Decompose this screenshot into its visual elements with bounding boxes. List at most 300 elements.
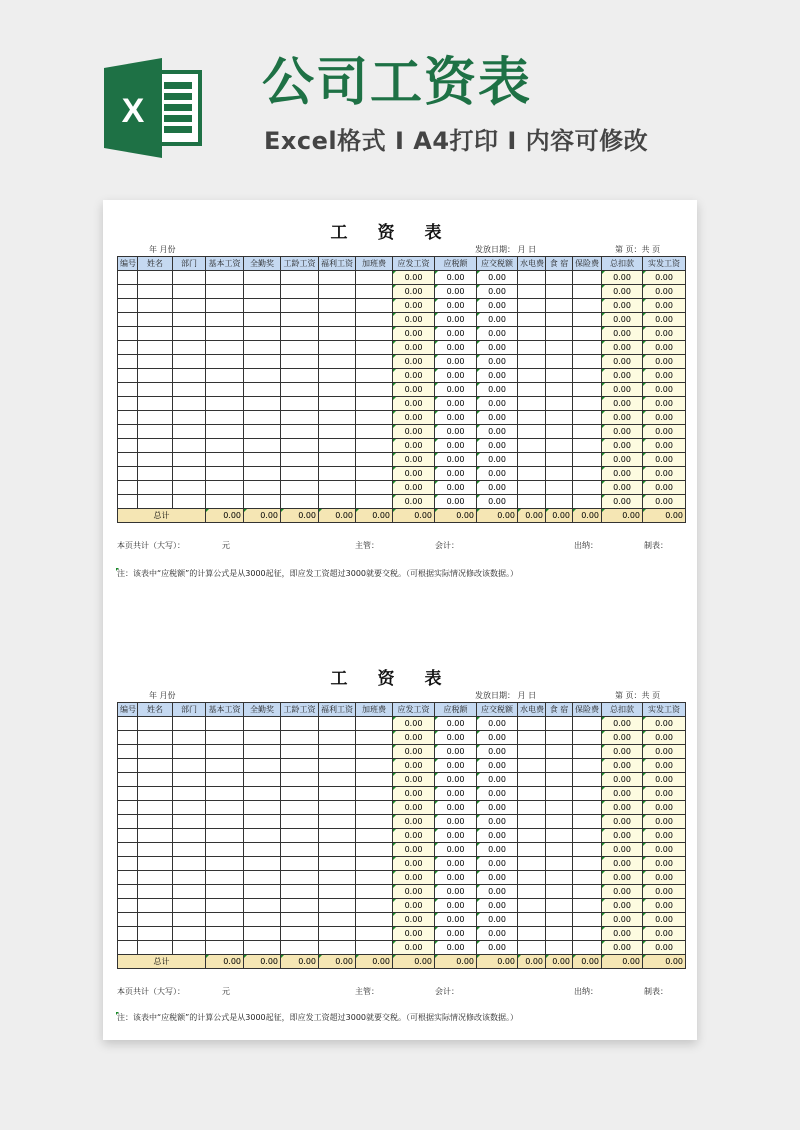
table-cell[interactable] — [356, 481, 393, 495]
table-cell[interactable] — [206, 857, 244, 871]
table-cell[interactable] — [138, 787, 173, 801]
table-cell[interactable]: 0.00 — [643, 299, 686, 313]
table-cell[interactable] — [138, 815, 173, 829]
table-cell[interactable] — [173, 759, 206, 773]
table-cell[interactable]: 0.00 — [643, 439, 686, 453]
table-cell[interactable] — [546, 397, 573, 411]
table-cell[interactable] — [573, 927, 602, 941]
table-cell[interactable] — [573, 467, 602, 481]
table-cell[interactable] — [138, 341, 173, 355]
table-cell[interactable] — [546, 829, 573, 843]
table-cell[interactable] — [118, 829, 138, 843]
table-cell[interactable] — [546, 271, 573, 285]
table-cell[interactable]: 0.00 — [643, 857, 686, 871]
column-header[interactable]: 基本工资 — [206, 257, 244, 271]
table-cell[interactable] — [206, 843, 244, 857]
table-cell[interactable] — [206, 773, 244, 787]
table-cell[interactable] — [518, 369, 546, 383]
table-cell[interactable] — [173, 355, 206, 369]
table-cell[interactable] — [518, 843, 546, 857]
table-cell[interactable] — [356, 885, 393, 899]
table-cell[interactable] — [206, 759, 244, 773]
table-cell[interactable]: 0.00 — [643, 731, 686, 745]
table-cell[interactable] — [356, 843, 393, 857]
table-cell[interactable] — [546, 759, 573, 773]
table-cell[interactable] — [546, 913, 573, 927]
total-cell[interactable]: 0.00 — [281, 955, 319, 969]
table-cell[interactable] — [138, 941, 173, 955]
table-cell[interactable] — [244, 717, 281, 731]
table-cell[interactable] — [281, 383, 319, 397]
table-cell[interactable] — [546, 299, 573, 313]
table-cell[interactable]: 0.00 — [643, 941, 686, 955]
column-header[interactable]: 水电费 — [518, 257, 546, 271]
table-cell[interactable]: 0.00 — [435, 369, 477, 383]
table-cell[interactable] — [518, 271, 546, 285]
table-cell[interactable]: 0.00 — [435, 843, 477, 857]
table-cell[interactable] — [281, 285, 319, 299]
table-cell[interactable] — [206, 299, 244, 313]
total-cell[interactable]: 0.00 — [573, 509, 602, 523]
table-cell[interactable]: 0.00 — [602, 773, 643, 787]
table-cell[interactable] — [138, 397, 173, 411]
table-cell[interactable] — [319, 801, 356, 815]
table-cell[interactable]: 0.00 — [435, 299, 477, 313]
table-cell[interactable] — [518, 411, 546, 425]
table-cell[interactable] — [206, 913, 244, 927]
table-cell[interactable]: 0.00 — [435, 871, 477, 885]
table-cell[interactable]: 0.00 — [602, 495, 643, 509]
table-cell[interactable] — [244, 885, 281, 899]
table-cell[interactable] — [356, 439, 393, 453]
table-cell[interactable] — [244, 285, 281, 299]
table-cell[interactable] — [173, 913, 206, 927]
table-cell[interactable] — [546, 801, 573, 815]
table-cell[interactable] — [356, 787, 393, 801]
table-cell[interactable] — [173, 745, 206, 759]
table-cell[interactable]: 0.00 — [393, 453, 435, 467]
column-header[interactable]: 工龄工资 — [281, 257, 319, 271]
table-cell[interactable]: 0.00 — [477, 745, 518, 759]
table-cell[interactable]: 0.00 — [477, 369, 518, 383]
table-cell[interactable] — [319, 411, 356, 425]
column-header[interactable]: 全勤奖 — [244, 703, 281, 717]
total-cell[interactable]: 0.00 — [319, 509, 356, 523]
table-cell[interactable] — [138, 467, 173, 481]
table-cell[interactable]: 0.00 — [602, 745, 643, 759]
table-cell[interactable] — [206, 327, 244, 341]
table-cell[interactable] — [206, 871, 244, 885]
column-header[interactable]: 应交税额 — [477, 703, 518, 717]
table-cell[interactable]: 0.00 — [643, 369, 686, 383]
table-cell[interactable] — [118, 773, 138, 787]
table-cell[interactable]: 0.00 — [477, 313, 518, 327]
column-header[interactable]: 部门 — [173, 257, 206, 271]
table-cell[interactable] — [118, 843, 138, 857]
table-cell[interactable]: 0.00 — [477, 327, 518, 341]
table-cell[interactable] — [356, 801, 393, 815]
table-cell[interactable]: 0.00 — [602, 411, 643, 425]
table-cell[interactable] — [281, 425, 319, 439]
total-cell[interactable]: 0.00 — [477, 509, 518, 523]
table-cell[interactable] — [319, 299, 356, 313]
table-cell[interactable]: 0.00 — [435, 271, 477, 285]
table-cell[interactable] — [518, 397, 546, 411]
table-cell[interactable] — [319, 313, 356, 327]
table-cell[interactable] — [546, 439, 573, 453]
table-cell[interactable] — [138, 717, 173, 731]
table-cell[interactable] — [573, 913, 602, 927]
table-cell[interactable] — [573, 313, 602, 327]
table-cell[interactable] — [573, 829, 602, 843]
table-cell[interactable] — [173, 327, 206, 341]
table-cell[interactable] — [356, 425, 393, 439]
table-cell[interactable]: 0.00 — [643, 481, 686, 495]
table-cell[interactable] — [173, 285, 206, 299]
column-header[interactable]: 编号 — [118, 703, 138, 717]
table-cell[interactable] — [173, 927, 206, 941]
table-cell[interactable]: 0.00 — [477, 383, 518, 397]
table-cell[interactable]: 0.00 — [477, 815, 518, 829]
table-cell[interactable] — [573, 285, 602, 299]
table-cell[interactable]: 0.00 — [393, 481, 435, 495]
table-cell[interactable]: 0.00 — [602, 885, 643, 899]
table-cell[interactable] — [319, 759, 356, 773]
table-cell[interactable] — [244, 481, 281, 495]
table-cell[interactable] — [118, 341, 138, 355]
table-cell[interactable] — [244, 857, 281, 871]
table-cell[interactable]: 0.00 — [393, 425, 435, 439]
table-cell[interactable] — [118, 467, 138, 481]
table-cell[interactable] — [118, 397, 138, 411]
table-cell[interactable] — [319, 913, 356, 927]
table-cell[interactable] — [319, 787, 356, 801]
table-cell[interactable] — [206, 467, 244, 481]
table-cell[interactable]: 0.00 — [477, 927, 518, 941]
table-cell[interactable] — [356, 495, 393, 509]
column-header[interactable]: 总扣款 — [602, 257, 643, 271]
table-cell[interactable] — [138, 759, 173, 773]
table-cell[interactable] — [518, 815, 546, 829]
table-cell[interactable] — [356, 397, 393, 411]
table-cell[interactable] — [356, 313, 393, 327]
table-cell[interactable] — [281, 341, 319, 355]
table-cell[interactable] — [206, 815, 244, 829]
table-cell[interactable] — [138, 271, 173, 285]
table-cell[interactable] — [356, 913, 393, 927]
table-cell[interactable] — [356, 383, 393, 397]
table-cell[interactable]: 0.00 — [393, 815, 435, 829]
table-cell[interactable]: 0.00 — [602, 871, 643, 885]
column-header[interactable]: 保险费 — [573, 257, 602, 271]
table-cell[interactable] — [518, 941, 546, 955]
table-cell[interactable] — [319, 773, 356, 787]
table-cell[interactable] — [573, 299, 602, 313]
column-header[interactable]: 食 宿 — [546, 703, 573, 717]
table-cell[interactable] — [244, 439, 281, 453]
table-cell[interactable] — [281, 815, 319, 829]
table-cell[interactable] — [573, 801, 602, 815]
table-cell[interactable] — [573, 941, 602, 955]
table-cell[interactable] — [319, 439, 356, 453]
table-cell[interactable] — [173, 857, 206, 871]
table-cell[interactable] — [173, 313, 206, 327]
table-cell[interactable] — [244, 397, 281, 411]
table-cell[interactable] — [546, 313, 573, 327]
table-cell[interactable] — [206, 801, 244, 815]
table-cell[interactable] — [518, 313, 546, 327]
table-cell[interactable]: 0.00 — [477, 857, 518, 871]
total-cell[interactable]: 0.00 — [244, 509, 281, 523]
table-cell[interactable] — [206, 313, 244, 327]
table-cell[interactable]: 0.00 — [435, 383, 477, 397]
table-cell[interactable] — [356, 941, 393, 955]
table-cell[interactable] — [138, 313, 173, 327]
table-cell[interactable] — [319, 857, 356, 871]
table-cell[interactable] — [206, 271, 244, 285]
table-cell[interactable] — [573, 355, 602, 369]
table-cell[interactable] — [173, 941, 206, 955]
table-cell[interactable] — [573, 885, 602, 899]
table-cell[interactable] — [319, 815, 356, 829]
table-cell[interactable] — [118, 857, 138, 871]
table-cell[interactable] — [173, 271, 206, 285]
table-cell[interactable] — [356, 815, 393, 829]
table-cell[interactable] — [281, 481, 319, 495]
table-cell[interactable] — [118, 425, 138, 439]
table-cell[interactable] — [518, 773, 546, 787]
table-cell[interactable]: 0.00 — [393, 439, 435, 453]
table-cell[interactable] — [546, 885, 573, 899]
table-cell[interactable] — [356, 829, 393, 843]
table-cell[interactable] — [319, 383, 356, 397]
table-cell[interactable] — [546, 425, 573, 439]
table-cell[interactable] — [118, 941, 138, 955]
table-cell[interactable] — [173, 453, 206, 467]
table-cell[interactable]: 0.00 — [435, 285, 477, 299]
table-cell[interactable]: 0.00 — [602, 927, 643, 941]
table-cell[interactable] — [206, 481, 244, 495]
table-cell[interactable]: 0.00 — [393, 397, 435, 411]
table-cell[interactable] — [518, 745, 546, 759]
table-cell[interactable]: 0.00 — [393, 299, 435, 313]
table-cell[interactable]: 0.00 — [602, 341, 643, 355]
table-cell[interactable] — [173, 885, 206, 899]
table-cell[interactable] — [118, 355, 138, 369]
table-cell[interactable] — [319, 341, 356, 355]
table-cell[interactable] — [118, 815, 138, 829]
total-cell[interactable]: 0.00 — [356, 955, 393, 969]
table-cell[interactable] — [356, 927, 393, 941]
table-cell[interactable] — [356, 717, 393, 731]
table-cell[interactable]: 0.00 — [477, 913, 518, 927]
table-cell[interactable] — [546, 481, 573, 495]
table-cell[interactable] — [546, 717, 573, 731]
table-cell[interactable]: 0.00 — [477, 829, 518, 843]
table-cell[interactable]: 0.00 — [435, 341, 477, 355]
total-cell[interactable]: 0.00 — [244, 955, 281, 969]
table-cell[interactable] — [319, 495, 356, 509]
table-cell[interactable]: 0.00 — [393, 857, 435, 871]
table-cell[interactable]: 0.00 — [435, 801, 477, 815]
table-cell[interactable]: 0.00 — [602, 383, 643, 397]
table-cell[interactable] — [546, 285, 573, 299]
table-cell[interactable] — [573, 843, 602, 857]
table-cell[interactable]: 0.00 — [393, 885, 435, 899]
table-cell[interactable] — [206, 369, 244, 383]
table-cell[interactable] — [138, 843, 173, 857]
table-cell[interactable] — [319, 355, 356, 369]
table-cell[interactable] — [319, 467, 356, 481]
table-cell[interactable]: 0.00 — [602, 857, 643, 871]
table-cell[interactable] — [546, 731, 573, 745]
table-cell[interactable] — [173, 397, 206, 411]
table-cell[interactable] — [138, 411, 173, 425]
table-cell[interactable]: 0.00 — [643, 467, 686, 481]
total-cell[interactable]: 0.00 — [281, 509, 319, 523]
column-header[interactable]: 全勤奖 — [244, 257, 281, 271]
table-cell[interactable]: 0.00 — [477, 787, 518, 801]
table-cell[interactable]: 0.00 — [435, 481, 477, 495]
table-cell[interactable] — [206, 439, 244, 453]
table-cell[interactable] — [546, 773, 573, 787]
total-cell[interactable]: 0.00 — [546, 955, 573, 969]
table-cell[interactable] — [281, 271, 319, 285]
table-cell[interactable] — [546, 411, 573, 425]
table-cell[interactable] — [573, 425, 602, 439]
table-cell[interactable] — [173, 815, 206, 829]
table-cell[interactable]: 0.00 — [477, 731, 518, 745]
total-cell[interactable]: 0.00 — [602, 509, 643, 523]
table-cell[interactable] — [518, 481, 546, 495]
table-cell[interactable] — [206, 941, 244, 955]
total-cell[interactable]: 0.00 — [356, 509, 393, 523]
column-header[interactable]: 福利工资 — [319, 257, 356, 271]
table-cell[interactable]: 0.00 — [477, 285, 518, 299]
table-cell[interactable]: 0.00 — [643, 829, 686, 843]
table-cell[interactable]: 0.00 — [602, 731, 643, 745]
table-cell[interactable] — [573, 717, 602, 731]
table-cell[interactable] — [319, 941, 356, 955]
table-cell[interactable] — [319, 731, 356, 745]
table-cell[interactable]: 0.00 — [393, 717, 435, 731]
table-cell[interactable] — [244, 815, 281, 829]
table-cell[interactable] — [118, 801, 138, 815]
table-cell[interactable]: 0.00 — [393, 495, 435, 509]
table-cell[interactable] — [118, 271, 138, 285]
table-cell[interactable]: 0.00 — [393, 327, 435, 341]
table-cell[interactable] — [281, 369, 319, 383]
table-cell[interactable]: 0.00 — [643, 773, 686, 787]
table-cell[interactable] — [546, 787, 573, 801]
total-cell[interactable]: 0.00 — [206, 955, 244, 969]
table-cell[interactable] — [518, 439, 546, 453]
table-cell[interactable] — [138, 383, 173, 397]
table-cell[interactable]: 0.00 — [435, 927, 477, 941]
table-cell[interactable] — [281, 913, 319, 927]
table-cell[interactable]: 0.00 — [435, 773, 477, 787]
table-cell[interactable] — [244, 495, 281, 509]
total-cell[interactable]: 0.00 — [518, 955, 546, 969]
table-cell[interactable] — [244, 829, 281, 843]
table-cell[interactable] — [573, 745, 602, 759]
table-cell[interactable] — [546, 355, 573, 369]
table-cell[interactable] — [244, 899, 281, 913]
table-cell[interactable] — [206, 411, 244, 425]
table-cell[interactable] — [356, 341, 393, 355]
column-header[interactable]: 应税额 — [435, 703, 477, 717]
table-cell[interactable] — [118, 481, 138, 495]
table-cell[interactable]: 0.00 — [643, 495, 686, 509]
table-cell[interactable]: 0.00 — [477, 941, 518, 955]
table-cell[interactable] — [319, 717, 356, 731]
total-cell[interactable]: 0.00 — [573, 955, 602, 969]
table-cell[interactable]: 0.00 — [435, 857, 477, 871]
table-cell[interactable]: 0.00 — [602, 759, 643, 773]
table-cell[interactable] — [356, 299, 393, 313]
table-cell[interactable] — [138, 885, 173, 899]
table-cell[interactable] — [281, 299, 319, 313]
table-cell[interactable]: 0.00 — [602, 439, 643, 453]
table-cell[interactable] — [138, 327, 173, 341]
table-cell[interactable] — [118, 327, 138, 341]
total-cell[interactable]: 0.00 — [435, 955, 477, 969]
table-cell[interactable] — [356, 411, 393, 425]
table-cell[interactable] — [518, 327, 546, 341]
table-cell[interactable] — [138, 299, 173, 313]
column-header[interactable]: 基本工资 — [206, 703, 244, 717]
column-header[interactable]: 部门 — [173, 703, 206, 717]
table-cell[interactable]: 0.00 — [602, 717, 643, 731]
table-cell[interactable] — [206, 731, 244, 745]
table-cell[interactable]: 0.00 — [602, 285, 643, 299]
table-cell[interactable]: 0.00 — [643, 271, 686, 285]
table-cell[interactable] — [244, 369, 281, 383]
table-cell[interactable]: 0.00 — [435, 899, 477, 913]
table-cell[interactable] — [281, 397, 319, 411]
table-cell[interactable] — [173, 411, 206, 425]
table-cell[interactable] — [319, 871, 356, 885]
table-cell[interactable] — [244, 787, 281, 801]
table-cell[interactable]: 0.00 — [602, 453, 643, 467]
table-cell[interactable] — [244, 745, 281, 759]
table-cell[interactable] — [546, 341, 573, 355]
table-cell[interactable] — [281, 355, 319, 369]
table-cell[interactable]: 0.00 — [643, 787, 686, 801]
table-cell[interactable] — [244, 773, 281, 787]
table-cell[interactable] — [281, 467, 319, 481]
table-cell[interactable] — [319, 899, 356, 913]
table-cell[interactable] — [518, 383, 546, 397]
table-cell[interactable] — [518, 285, 546, 299]
table-cell[interactable] — [319, 327, 356, 341]
table-cell[interactable]: 0.00 — [393, 899, 435, 913]
column-header[interactable]: 加班费 — [356, 257, 393, 271]
table-cell[interactable] — [518, 857, 546, 871]
table-cell[interactable] — [319, 397, 356, 411]
table-cell[interactable]: 0.00 — [602, 829, 643, 843]
table-cell[interactable] — [518, 801, 546, 815]
table-cell[interactable]: 0.00 — [643, 453, 686, 467]
table-cell[interactable] — [244, 299, 281, 313]
total-cell[interactable]: 0.00 — [546, 509, 573, 523]
table-cell[interactable] — [138, 495, 173, 509]
table-cell[interactable] — [138, 439, 173, 453]
table-cell[interactable] — [206, 495, 244, 509]
table-cell[interactable]: 0.00 — [435, 411, 477, 425]
table-cell[interactable]: 0.00 — [393, 271, 435, 285]
table-cell[interactable] — [173, 829, 206, 843]
